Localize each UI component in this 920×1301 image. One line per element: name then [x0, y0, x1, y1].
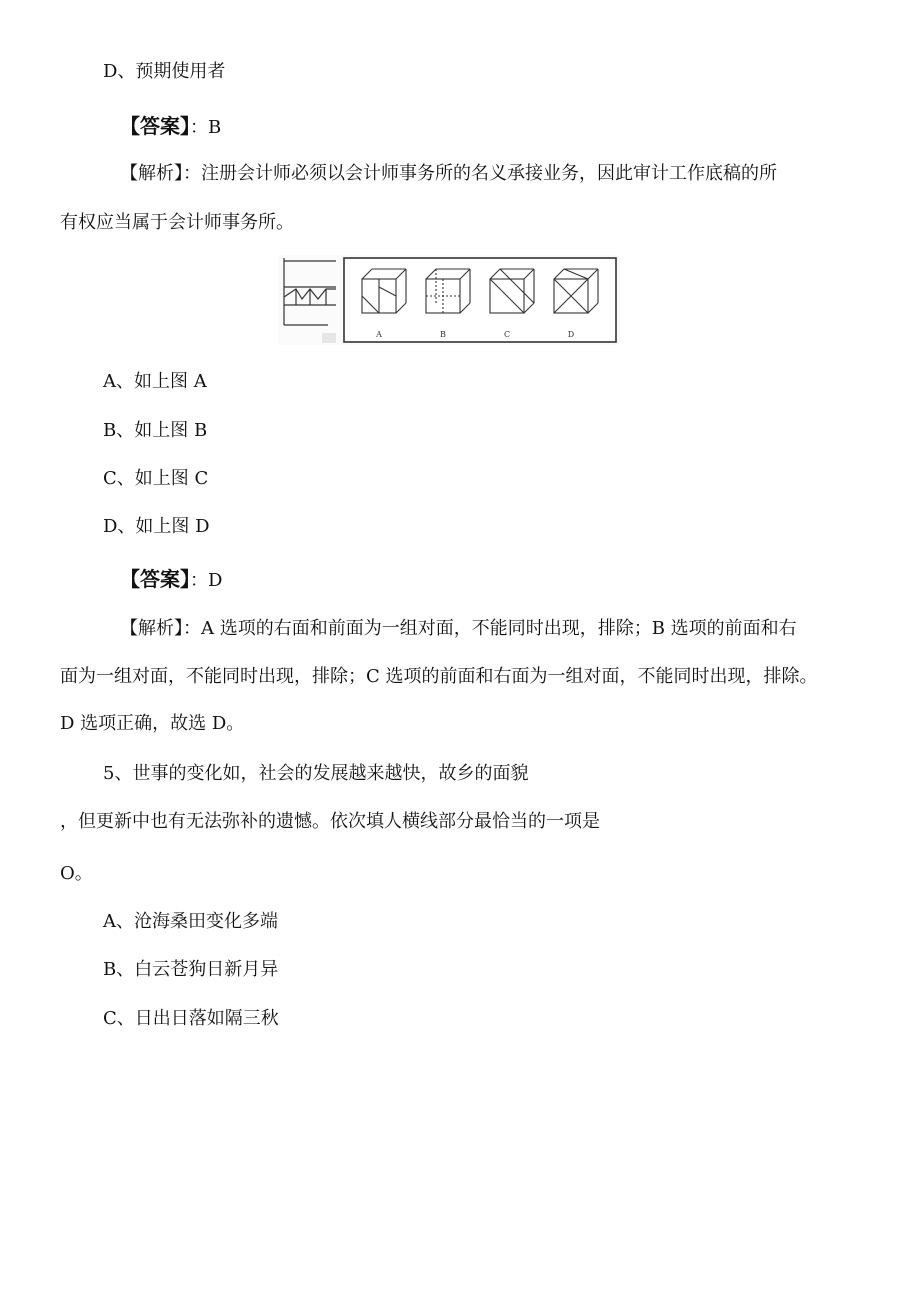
analysis-text-cont: D 选项正确，故选 D。: [60, 713, 245, 734]
question-stem-cont: O。: [60, 863, 93, 884]
cube-figure: [278, 255, 620, 345]
answer-label: 【答案】: [120, 114, 190, 138]
cube-option-label: B: [440, 330, 446, 339]
answer-label: 【答案】: [120, 567, 190, 591]
analysis-text-cont: 面为一组对面，不能同时出现，排除；C 选项的前面和右面为一组对面，不能同时出现，排除。: [60, 666, 818, 687]
option-d: D、预期使用者: [103, 61, 226, 82]
analysis-text: ：注册会计师必须以会计师事务所的名义承接业务，因此审计工作底稿的所: [183, 163, 777, 184]
answer-row: [120, 567, 222, 593]
question-stem-cont: ，但更新中也有无法弥补的遗憾。依次填人横线部分最恰当的一项是: [60, 811, 600, 832]
analysis-text: ：A 选项的右面和前面为一组对面，不能同时出现，排除；B 选项的前面和右: [183, 618, 797, 639]
option-a: A、沧海桑田变化多端: [103, 911, 278, 932]
cube-option-label: D: [567, 330, 575, 339]
cube-option-label: C: [503, 330, 511, 339]
option-a: A、如上图 A: [103, 371, 207, 392]
answer-value: ：D: [190, 570, 223, 591]
analysis-label: 【解析】: [120, 163, 183, 184]
question-stem: 5、世事的变化如，社会的发展越来越快，故乡的面貌: [103, 763, 529, 784]
option-b: B、白云苍狗日新月异: [103, 959, 279, 980]
option-b: B、如上图 B: [103, 420, 208, 441]
option-c: C、如上图 C: [103, 468, 209, 489]
option-d: D、如上图 D: [103, 516, 210, 537]
analysis-text-cont: 有权应当属于会计师事务所。: [60, 212, 294, 233]
answer-value: ：B: [190, 117, 222, 138]
option-c: C、日出日落如隔三秋: [103, 1008, 279, 1029]
analysis-row: [120, 617, 797, 641]
cube-option-label: A: [376, 330, 382, 339]
analysis-row: [120, 162, 777, 186]
answer-row: [120, 114, 221, 140]
analysis-label: 【解析】: [120, 618, 183, 639]
